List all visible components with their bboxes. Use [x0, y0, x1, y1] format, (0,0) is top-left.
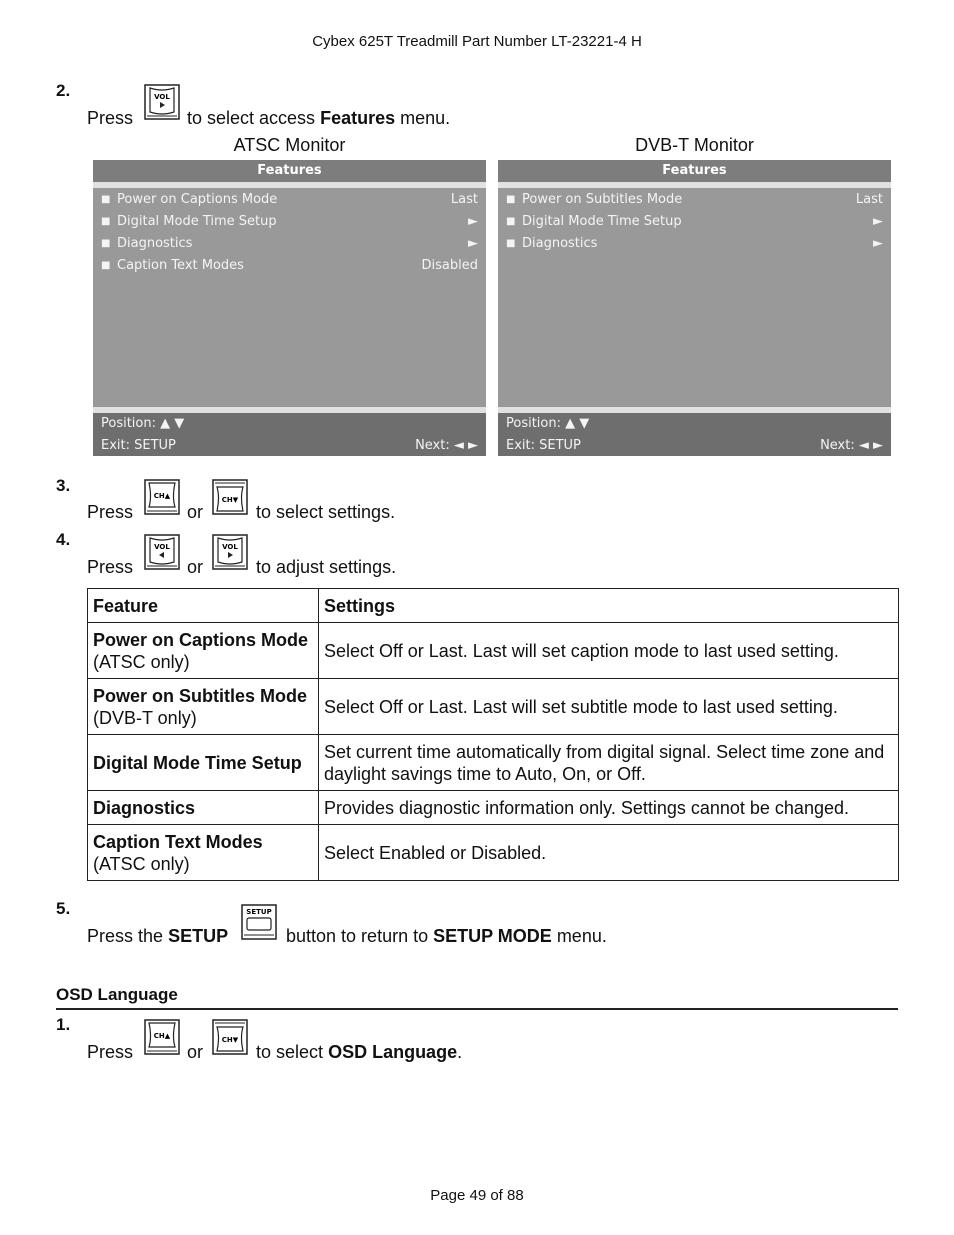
ch-up-button-icon — [144, 1019, 180, 1055]
bullet-icon: ■ — [506, 194, 516, 205]
bullet-icon: ■ — [506, 238, 516, 249]
atsc-osd-screen — [93, 160, 486, 456]
feature-name: Power on Captions Mode — [93, 629, 309, 650]
osd-menu-item — [101, 234, 478, 254]
step5-end-text: menu. — [556, 926, 607, 946]
setting-cell: Select Off or Last. Last will set subtitle mode to last used setting. — [319, 679, 899, 735]
osd-instruction — [256, 1042, 462, 1063]
step2-after-text: to select access — [187, 108, 316, 128]
setup-button-icon — [241, 904, 277, 940]
feature-name: Power on Subtitles Mode — [93, 685, 308, 706]
bullet-icon: ■ — [101, 216, 111, 227]
vol-right-button-icon — [212, 534, 248, 570]
dvbt-monitor-title: DVB-T Monitor — [635, 135, 754, 155]
step5-mid-text: button to return to — [286, 926, 429, 946]
osd-header: Features — [498, 160, 891, 182]
section-divider — [56, 1008, 898, 1010]
osd-footer — [93, 413, 486, 456]
feature-name: Digital Mode Time Setup — [93, 752, 302, 773]
osd-after-text: to select — [256, 1042, 324, 1062]
table-row — [88, 791, 899, 825]
osd-next-hint: Next: ◄ ► — [415, 438, 478, 453]
step-number: 1. — [56, 1015, 71, 1034]
osd-position-hint: Position: ▲ ▼ — [506, 416, 590, 431]
step-number: 5. — [56, 899, 71, 918]
feature-name: Diagnostics — [93, 797, 196, 818]
table-row — [88, 825, 899, 881]
feature-cell — [88, 735, 319, 791]
osd-item-value: Disabled — [421, 258, 478, 273]
svg-text:CH▼: CH▼ — [221, 1036, 239, 1044]
osd-end-text: . — [457, 1042, 463, 1062]
step4-after-text: to adjust settings. — [256, 557, 397, 577]
step-number: 3. — [56, 476, 71, 495]
osd-item-value: ► — [873, 214, 883, 229]
svg-text:VOL: VOL — [154, 543, 170, 551]
or-text: or — [187, 1042, 204, 1062]
page-header: Cybex 625T Treadmill Part Number LT-23221-4 H — [312, 33, 642, 50]
section-title: OSD Language — [56, 985, 178, 1004]
feature-cell — [88, 825, 319, 881]
vol-right-button-icon — [144, 84, 180, 120]
page-footer: Page 49 of 88 — [430, 1187, 524, 1204]
atsc-monitor-title: ATSC Monitor — [233, 135, 346, 155]
osd-item-label: Digital Mode Time Setup — [117, 214, 277, 229]
svg-text:CH▲: CH▲ — [153, 492, 171, 500]
step5-instruction-end — [286, 926, 607, 947]
osd-menu-item — [101, 256, 478, 276]
table-row — [88, 735, 899, 791]
feature-cell — [88, 623, 319, 679]
feature-cell — [88, 791, 319, 825]
step5-setup-bold: SETUP — [168, 926, 229, 946]
osd-menu-item — [506, 212, 883, 232]
osd-item-value: ► — [468, 214, 478, 229]
dvbt-osd-screen — [498, 160, 891, 456]
osd-footer — [498, 413, 891, 456]
table-header-row — [88, 589, 899, 623]
setting-cell: Select Off or Last. Last will set caption mode to last used setting. — [319, 623, 899, 679]
ch-down-button-icon — [212, 1019, 248, 1055]
svg-text:VOL: VOL — [222, 543, 238, 551]
step4-press-text: Press — [87, 557, 134, 577]
osd-item-label: Diagnostics — [522, 236, 598, 251]
feature-cell — [88, 679, 319, 735]
osd-next-hint: Next: ◄ ► — [820, 438, 883, 453]
svg-text:CH▲: CH▲ — [153, 1032, 171, 1040]
osd-menu-item — [101, 190, 478, 210]
bullet-icon: ■ — [101, 194, 111, 205]
table-header-cell: Feature — [88, 589, 319, 623]
table-row — [88, 623, 899, 679]
bullet-icon: ■ — [101, 238, 111, 249]
setting-cell: Set current time automatically from digital signal. Select time zone and daylight savings time to Auto, On, or Off. — [319, 735, 899, 791]
osd-exit-hint: Exit: SETUP — [101, 438, 176, 453]
osd-menu-item — [506, 190, 883, 210]
osd-item-value: ► — [468, 236, 478, 251]
osd-body — [498, 188, 891, 407]
step2-instruction — [187, 108, 450, 129]
features-table — [87, 588, 899, 881]
feature-note: (ATSC only) — [93, 853, 190, 874]
or-text: or — [187, 557, 204, 577]
osd-bold-text: OSD Language — [328, 1042, 458, 1062]
step2-press-text: Press — [87, 108, 134, 128]
step2-end-text: menu. — [400, 108, 451, 128]
step5-instruction-start — [87, 926, 228, 947]
osd-item-value: Last — [855, 192, 883, 207]
step-number: 2. — [56, 81, 71, 100]
step5-pre-text: Press the — [87, 926, 164, 946]
svg-text:CH▼: CH▼ — [221, 496, 239, 504]
or-text: or — [187, 502, 204, 522]
feature-name: Caption Text Modes — [93, 831, 263, 852]
setting-cell: Select Enabled or Disabled. — [319, 825, 899, 881]
table-row — [88, 679, 899, 735]
step2-bold-text: Features — [320, 108, 396, 128]
vol-left-button-icon — [144, 534, 180, 570]
svg-text:SETUP: SETUP — [246, 908, 272, 916]
osd-item-label: Power on Captions Mode — [117, 192, 278, 207]
step-number: 4. — [56, 530, 71, 549]
feature-note: (DVB-T only) — [93, 707, 197, 728]
setting-cell: Provides diagnostic information only. Settings cannot be changed. — [319, 791, 899, 825]
feature-note: (ATSC only) — [93, 651, 190, 672]
osd-item-label: Digital Mode Time Setup — [522, 214, 682, 229]
table-header-cell: Settings — [319, 589, 899, 623]
osd-press-text: Press — [87, 1042, 134, 1062]
osd-item-label: Diagnostics — [117, 236, 193, 251]
step3-after-text: to select settings. — [256, 502, 396, 522]
svg-text:VOL: VOL — [154, 93, 170, 101]
step3-press-text: Press — [87, 502, 134, 522]
osd-position-hint: Position: ▲ ▼ — [101, 416, 185, 431]
ch-down-button-icon — [212, 479, 248, 515]
ch-up-button-icon — [144, 479, 180, 515]
osd-menu-item — [506, 234, 883, 254]
osd-item-label: Power on Subtitles Mode — [522, 192, 683, 207]
osd-exit-hint: Exit: SETUP — [506, 438, 581, 453]
osd-item-label: Caption Text Modes — [117, 258, 244, 273]
osd-item-value: ► — [873, 236, 883, 251]
osd-menu-item — [101, 212, 478, 232]
osd-body — [93, 188, 486, 407]
bullet-icon: ■ — [506, 216, 516, 227]
bullet-icon: ■ — [101, 260, 111, 271]
step5-menu-bold: SETUP MODE — [433, 926, 552, 946]
osd-item-value: Last — [450, 192, 478, 207]
osd-header: Features — [93, 160, 486, 182]
